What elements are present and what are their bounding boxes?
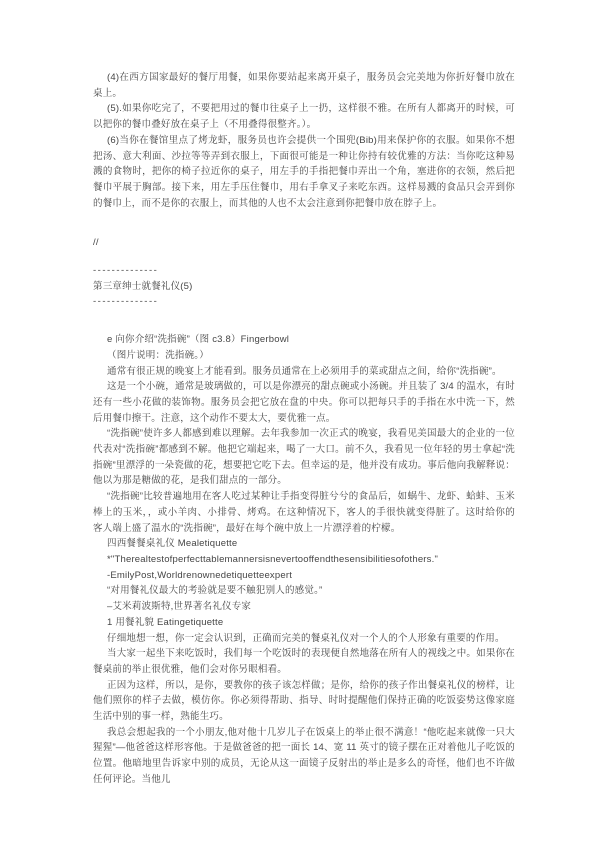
fingerbowl-paragraph-3: “洗指碗”使许多人都感到难以理解。去年我参加一次正式的晚宴，我看见美国最大的企业的一位代表对“洗指碗”都感到不解。他把它端起来，喝了一大口。前不久，我看见一位年轻的男士拿起“洗指碗”里漂浮的一朵瓷做的花，想要把它吃下去。但幸运的是，他并没有成功。事后他向我解释说：他以为那是糖做的花，是我们甜点的一部分。 — [93, 428, 515, 487]
meal-etiquette-section-title: 四西餐餐桌礼仪 Mealetiquette — [107, 538, 238, 550]
english-quote: *"Therealtestofperfecttablemannersisnevertooffendthesensibilitiesofothers." — [107, 553, 439, 565]
eating-paragraph-4: 我总会想起我的一个小朋友,他对他十几岁儿子在饭桌上的举止很不满意！“他吃起来就像一只大猩猩”—他爸爸这样形容他。于是做爸爸的把一面长 14、宽 11 英寸的镜子摆在正对着他儿子吃饭的位置。他暗地里告诉家中别的成员，无论从这一面镜子反射出的举止是多么的奇怪，他们也不许做任何评论。当他儿 — [93, 726, 515, 785]
eating-paragraph-2: 当大家一起坐下来吃饭时，我们每一个吃饭时的表现便自然地落在所有人的视线之中。如果你在餐桌前的举止很优雅，他们会对你另眼相看。 — [93, 648, 515, 675]
fingerbowl-intro-line: e 向你介绍“洗指碗”（图 c3.8）Fingerbowl — [107, 334, 290, 346]
eating-paragraph-1: 仔细地想一想，你一定会认识到，正确而完美的餐桌礼仪对一个人的个人形象有重要的作用。 — [107, 632, 505, 644]
chinese-quote-attribution: –艾米莉波斯特,世界著名礼仪专家 — [107, 601, 252, 613]
napkin-rule-4: (4)在西方国家最好的餐厅用餐，如果你要站起来离开桌子，服务员会完美地为你折好餐巾放在桌上。 — [93, 72, 515, 99]
chinese-quote: “对用餐礼仪最大的考验就是要不触犯别人的感觉。” — [107, 585, 323, 597]
fingerbowl-image-caption: （图片说明：洗指碗。） — [107, 349, 209, 361]
chapter-title: 第三章绅士就餐礼仪(5) — [93, 280, 193, 292]
napkin-rule-5: (5).如果你吃完了，不要把用过的餐巾往桌子上一扔，这样很不雅。在所有人都离开的时候，可以把你的餐巾叠好放在桌子上（不用叠得很整齐。）。 — [93, 103, 515, 131]
fingerbowl-paragraph-1: 通常有很正规的晚宴上才能看到。服务员通常在上必须用手的菜或甜点之间，给你“洗指碗”。 — [107, 365, 502, 377]
fingerbowl-paragraph-4: “洗指碗”比较普遍地用在客人吃过某种让手指变得脏兮兮的食品后，如蜗牛、龙虾、蛤蚌、玉米棒上的玉米，，或小羊肉、小排骨、烤鸡。在这种情况下，客人的手很快就变得脏了。这时给你的客人端上盛了温水的“洗指碗”，最好在每个碗中放上一片漂浮着的柠檬。 — [93, 491, 515, 534]
eating-paragraph-3: 正因为这样，所以，是你，要教你的孩子该怎样做；是你，给你的孩子作出餐桌礼仪的榜样，让他们照你的样子去做，模仿你。你必须得帮助、指导、时时提醒他们保持正确的吃饭姿势这像家庭生活中别的事一样，熟能生巧。 — [93, 679, 515, 723]
fingerbowl-paragraph-2: 这是一个小碗，通常是玻璃做的，可以是你漂亮的甜点碗或小汤碗。并且装了 3/4 的温水，有时还有一些小花做的装饰物。服务员会把它放在盘的中央。你可以把每只手的手指在水中洗一下，然后用餐巾擦干。注意，这个动作不要太大，要优雅一点。 — [93, 381, 515, 424]
dashed-divider-bottom: -------------- — [93, 296, 159, 308]
dashed-divider-top: -------------- — [93, 265, 159, 277]
eating-etiquette-subsection-title: 1 用餐礼貌 Eatingetiquette — [107, 616, 224, 628]
english-quote-attribution: -EmilyPost,Worldrenownedetiquetteexpert — [107, 569, 293, 581]
comment-marker: // — [93, 237, 99, 249]
napkin-rule-6: (6)当你在餐馆里点了烤龙虾，服务员也许会提供一个围兜(Bib)用来保护你的衣服。如果你不想把汤、意大利面、沙拉等等弄到衣服上，下面很可能是一种让你持有较优雅的方法：当你吃这种易溅的食物时，把你的椅子拉近你的桌子，用左手的手指把餐巾弄出一个角，塞进你的衣领，然后把餐巾平展于胸部。接下来，用左手压住餐巾，用右手拿叉子来吃东西。这样易溅的食品只会弄到你的餐巾上，而不是你的衣服上，而其他的人也不太会注意到你把餐巾放在脖子上。 — [93, 134, 515, 209]
